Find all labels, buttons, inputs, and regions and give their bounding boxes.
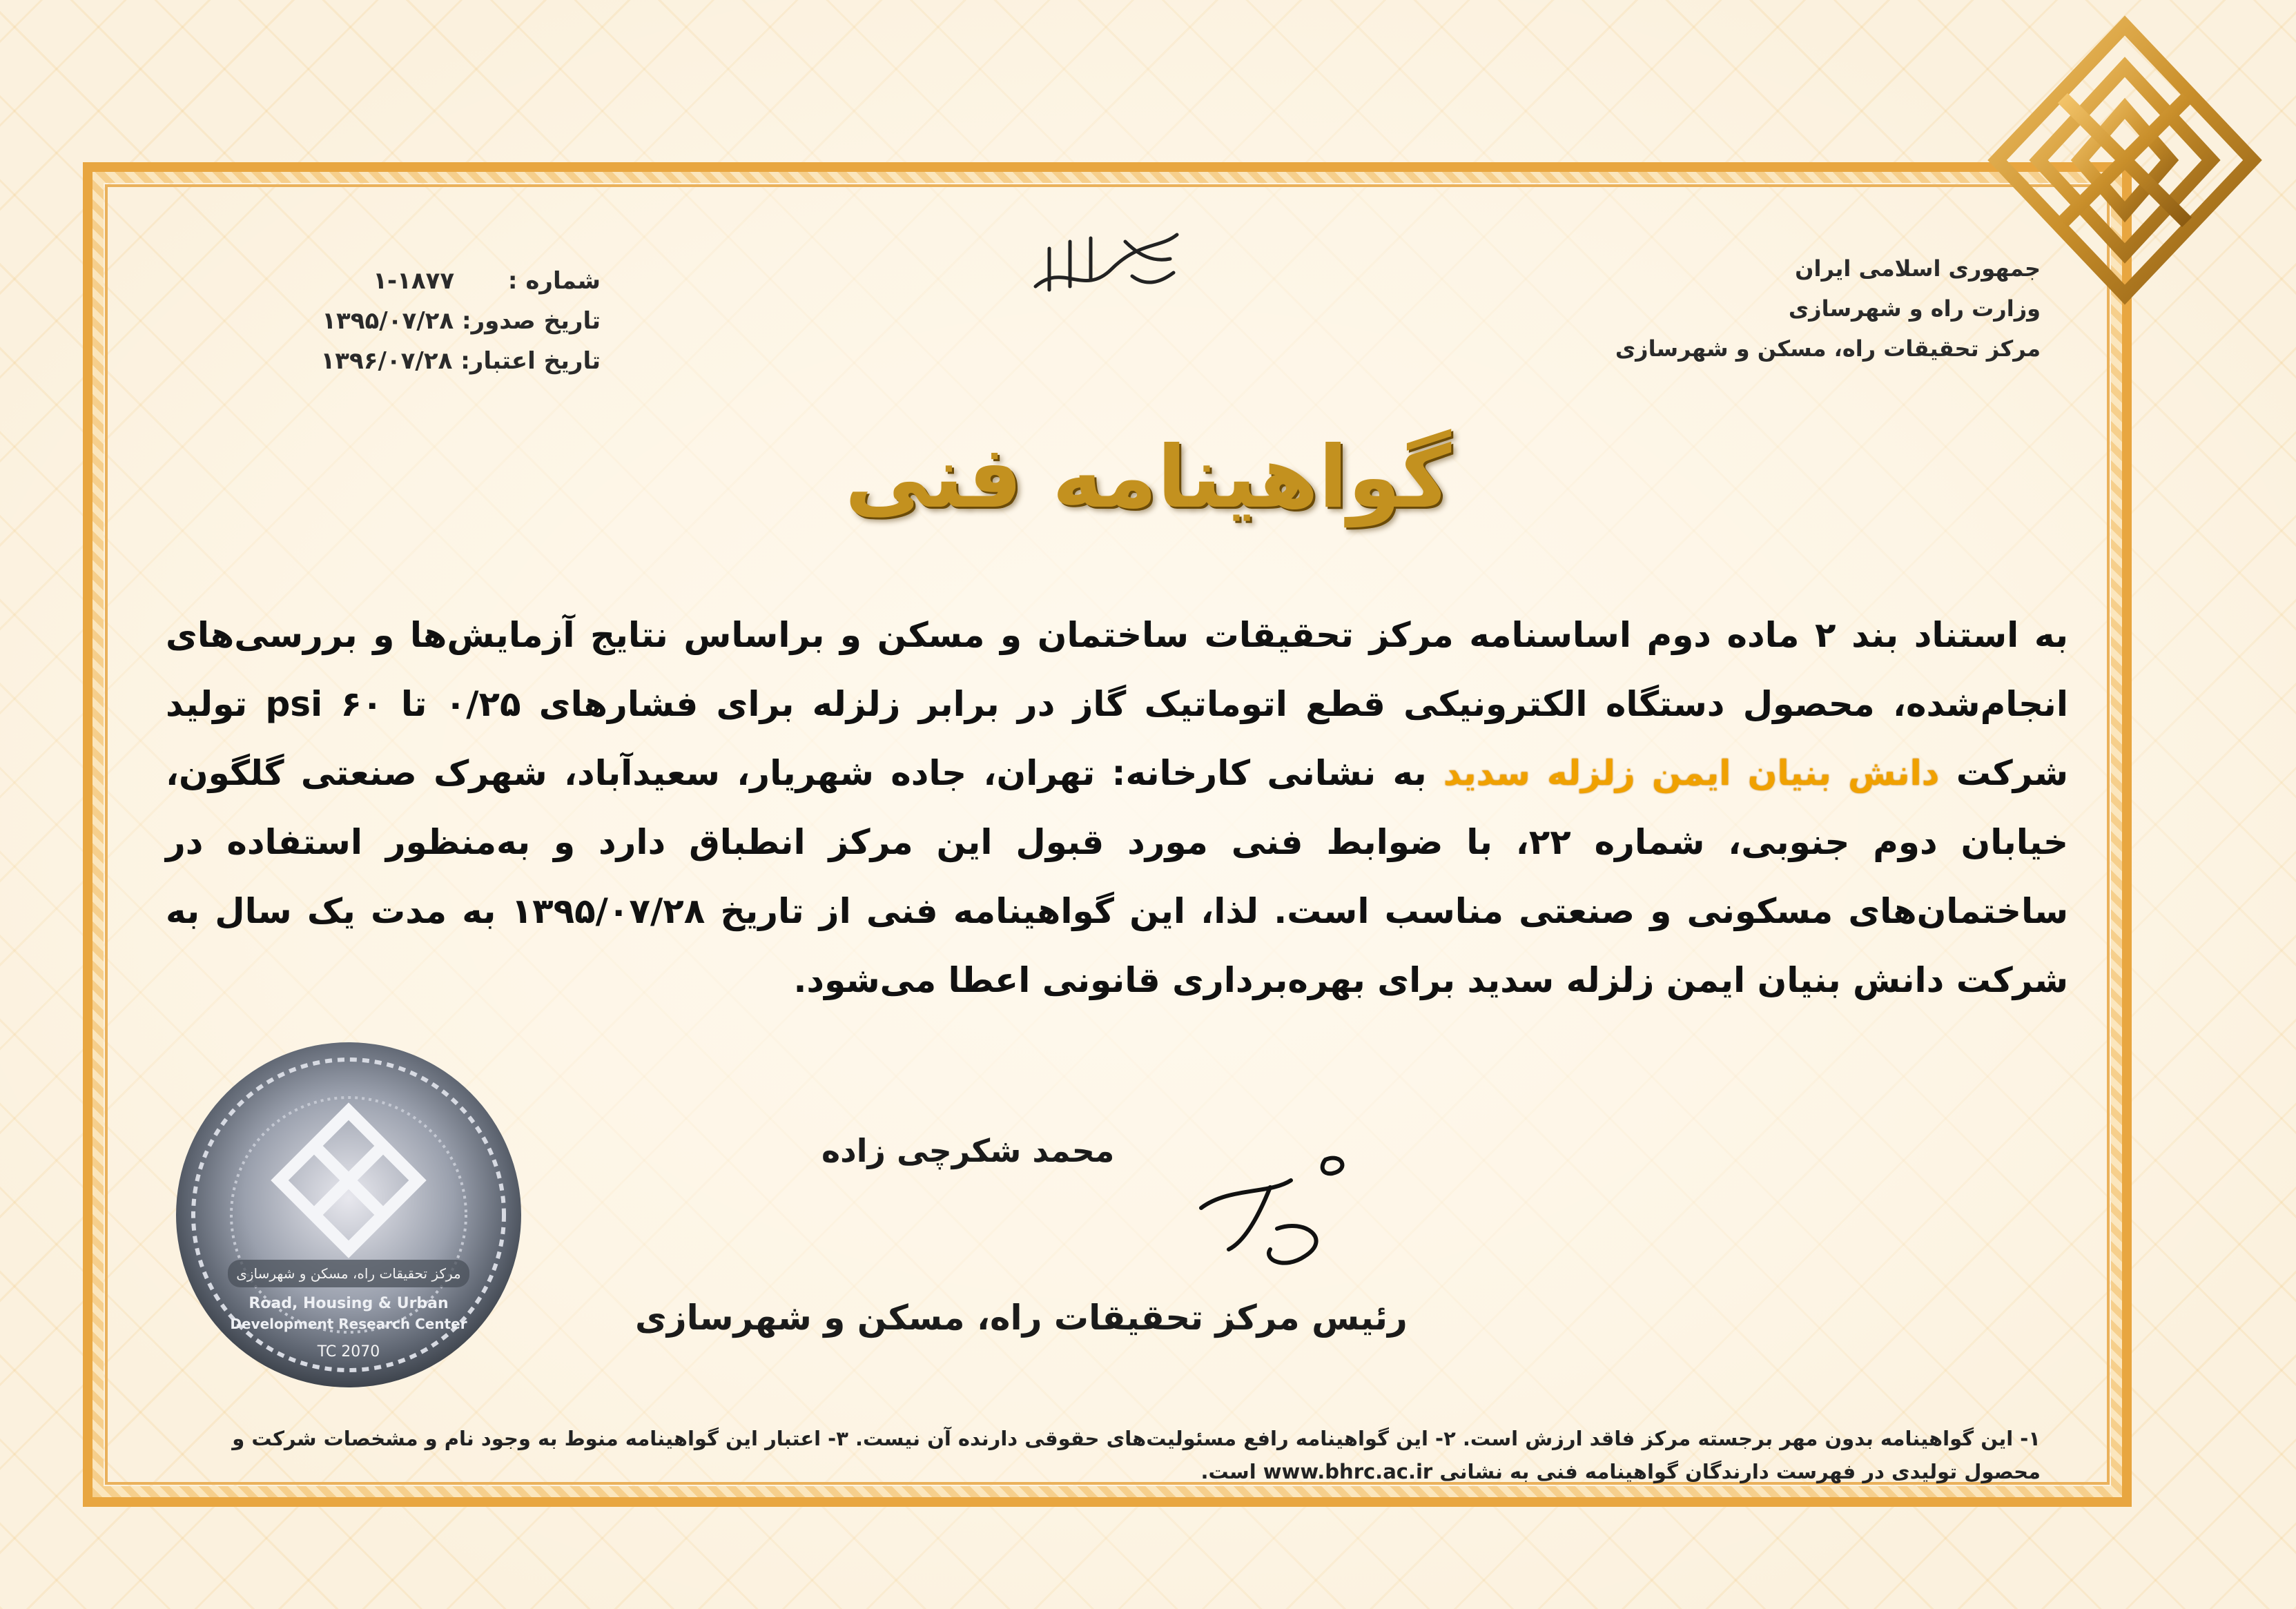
handwritten-signature — [1187, 1146, 1381, 1284]
certificate-body — [166, 601, 2068, 1015]
signer-name: محمد شکرچی زاده — [821, 1132, 1115, 1169]
certificate-title: گواهینامه فنی — [844, 428, 1452, 527]
company-name-highlight: دانش بنیان ایمن زلزله سدید — [1443, 753, 1940, 793]
number-label: شماره : — [507, 267, 601, 295]
org-line-country: جمهوری اسلامی ایران — [1795, 255, 2041, 282]
basmala-calligraphy — [1022, 221, 1187, 304]
issuing-organization — [1615, 248, 2041, 369]
hologram-seal-icon — [169, 1035, 528, 1394]
seal-code: TC 2070 — [317, 1343, 380, 1361]
org-line-center: مرکز تحقیقات راه، مسکن و شهرسازی — [1615, 335, 2041, 362]
footnote-url: www.bhrc.ac.ir — [1263, 1460, 1433, 1483]
footnote-suffix: است. — [1200, 1460, 1256, 1483]
signer-title: رئیس مرکز تحقیقات راه، مسکن و شهرسازی — [635, 1298, 1408, 1338]
seal-text-english-1: Road, Housing & Urban — [249, 1295, 449, 1312]
org-line-ministry: وزارت راه و شهرسازی — [1788, 295, 2041, 322]
reference-block — [242, 261, 601, 381]
seal-text-english-2: Development Research Center — [230, 1316, 467, 1332]
footnote — [166, 1422, 2041, 1488]
seal-text-farsi: مرکز تحقیقات راه، مسکن و شهرسازی — [236, 1265, 461, 1282]
footnote-text: ۱- این گواهینامه بدون مهر برجسته مرکز فاقد ارزش است. ۲- این گواهینامه رافع مسئولیت‌های حقوقی دارنده آن نیست. ۳- اعتبار این گواهینامه منوط به وجود نام و مشخصات شرکت و محصول تولیدی در فهرست دارندگان گواهینامه فنی به نشانی — [232, 1427, 2041, 1483]
validity-date-label: تاریخ اعتبار: — [460, 347, 601, 375]
number-value: ۱-۱۸۷۷ — [373, 267, 455, 295]
body-part-2: به نشانی کارخانه: تهران، جاده شهریار، سعیدآباد، شهرک صنعتی گلگون، خیابان دوم جنوبی، شماره ۲۲، با ضوابط فنی مورد قبول این مرکز انطباق دارد و به‌منظور استفاده در ساختمان‌های مسکونی و صنعتی مناسب است. لذا، این گواهینامه فنی از تاریخ ۱۳۹۵/۰۷/۲۸ به مدت یک سال به شرکت دانش بنیان ایمن زلزله سدید برای بهره‌برداری قانونی اعطا می‌شود. — [166, 753, 2068, 1000]
validity-date-row — [242, 341, 601, 381]
validity-date-value: ۱۳۹۶/۰۷/۲۸ — [320, 347, 453, 375]
issue-date-value: ۱۳۹۵/۰۷/۲۸ — [322, 307, 454, 335]
body-part-1: به استناد بند ۲ ماده دوم اساسنامه مرکز تحقیقات ساختمان و مسکن و براساس نتایج آزمایش‌ها و بررسی‌های انجام‌شده، محصول دستگاه الکترونیکی قطع اتوماتیک گاز در برابر زلزله برای فشارهای ۰/۲۵ تا ۶۰ psi تولید شرکت — [166, 615, 2068, 793]
issue-date-row — [242, 301, 601, 341]
issue-date-label: تاریخ صدور: — [461, 307, 601, 335]
certificate-number-row — [242, 261, 601, 301]
